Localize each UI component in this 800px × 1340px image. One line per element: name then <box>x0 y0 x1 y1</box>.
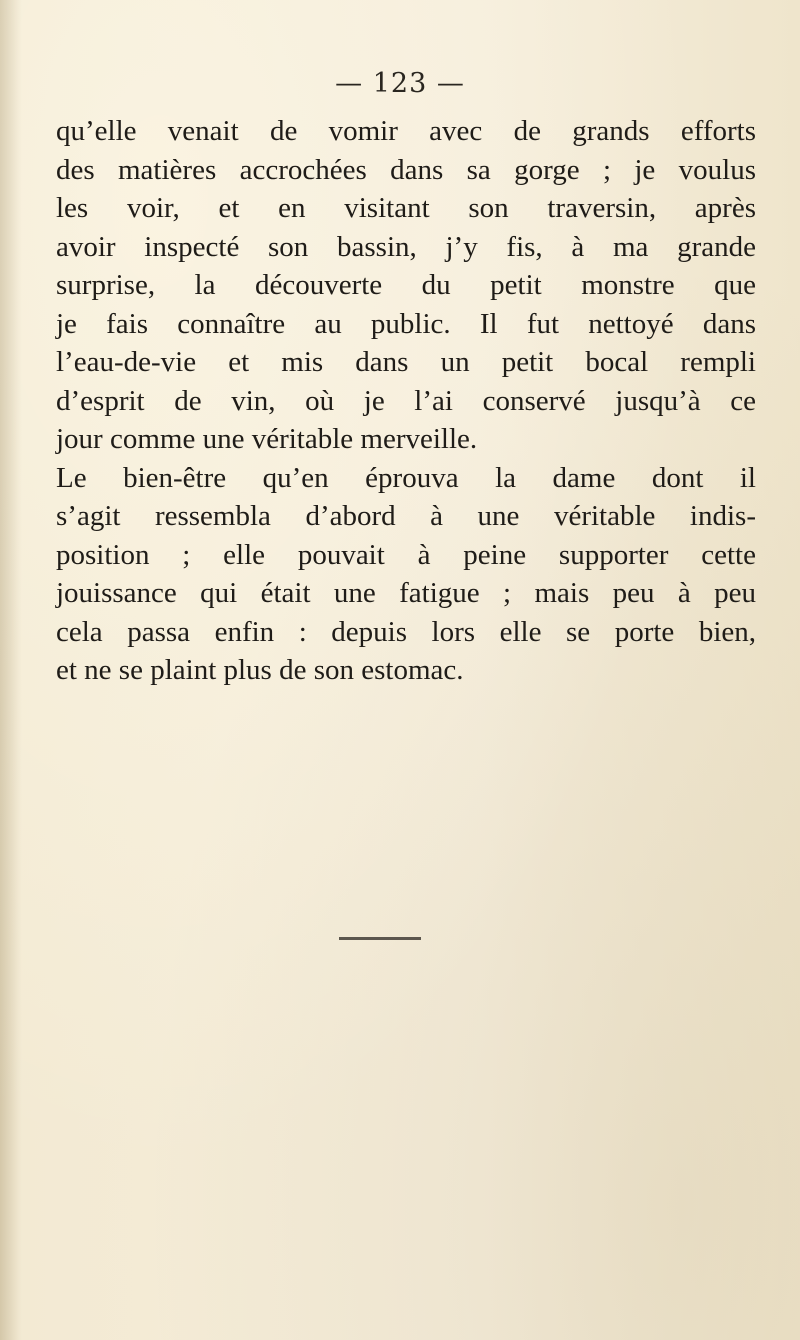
text-line: et ne se plaint plus de son estomac. <box>56 654 464 686</box>
text-line: jour comme une véritable merveille. <box>56 423 478 455</box>
paragraph-1 <box>56 112 756 459</box>
text-line: d’esprit de vin, où je l’ai conservé jusqu’à ce <box>56 384 756 417</box>
text-line: s’agit ressembla d’abord à une véritable indis- <box>56 500 756 532</box>
paragraph-2 <box>56 459 756 690</box>
body-text <box>56 112 756 690</box>
page-number-header: — 123 — <box>335 68 465 99</box>
text-line: des matières accrochées dans sa gorge ; je voulus <box>56 153 756 186</box>
text-line: Le bien-être qu’en éprouva la dame dont il <box>56 461 756 494</box>
binding-shadow <box>0 0 22 1340</box>
text-line: l’eau-de-vie et mis dans un petit bocal rempli <box>56 346 756 378</box>
section-divider <box>339 937 421 940</box>
text-line: surprise, la découverte du petit monstre que <box>56 269 756 301</box>
text-line: jouissance qui était une fatigue ; mais peu à peu <box>56 577 756 609</box>
text-line: qu’elle venait de vomir avec de grands efforts <box>56 115 756 147</box>
text-line: cela passa enfin : depuis lors elle se porte bien, <box>56 615 756 648</box>
text-line: position ; elle pouvait à peine supporter cette <box>56 538 756 571</box>
text-line: je fais connaître au public. Il fut nettoyé dans <box>56 307 756 340</box>
text-line: avoir inspecté son bassin, j’y fis, à ma grande <box>56 230 756 263</box>
text-line: les voir, et en visitant son traversin, après <box>56 192 756 224</box>
